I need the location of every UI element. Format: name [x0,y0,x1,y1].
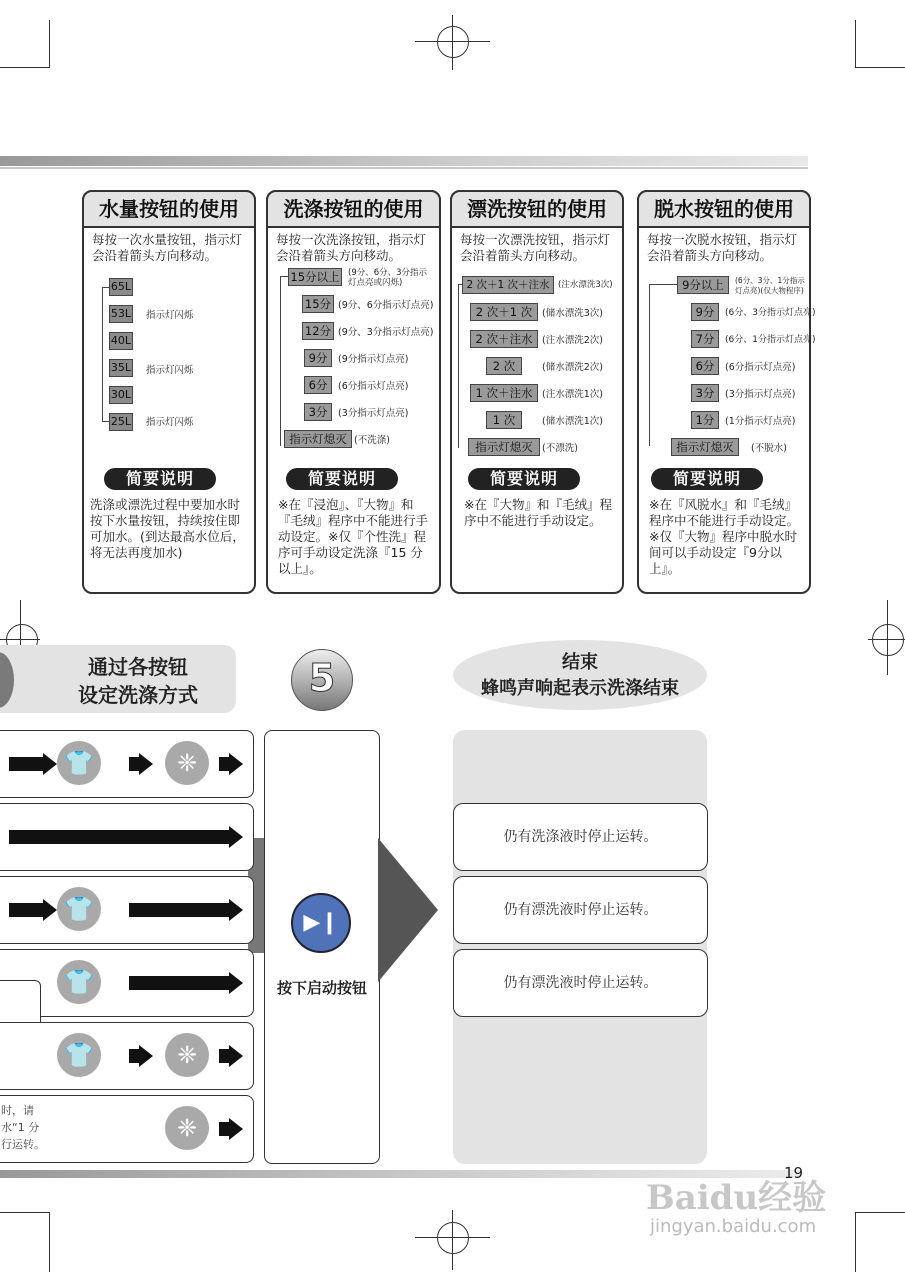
registration-line [452,1210,453,1270]
card-water-level [82,190,256,594]
crop-mark [49,1212,50,1272]
summary-pill: 简要说明 [104,468,216,490]
card-title: 漂洗按钮的使用 [450,190,624,228]
crop-mark [49,20,50,68]
watermark-logo: Baidu经验 [646,1178,827,1218]
card-intro: 每按一次漂洗按钮，指示灯会沿着箭头方向移动。 [460,232,611,263]
watermark-url: jingyan.baidu.com [650,1216,817,1237]
result-box: 仍有漂洗液时停止运转。 [453,876,708,944]
registration-mark [437,1222,469,1254]
start-panel [264,730,380,1164]
card-spin: 脱水按钮的使用 每按一次脱水按钮，指示灯会沿着箭头方向移动。 9分以上 9分 7分 6分 3分 1分 指示灯熄灭 (6分、3分、1分指示灯点亮)(仅大物程序) (6分、3分指示灯点亮) (6分、1分指示灯点亮) (6分指示灯点亮) (3分指示灯点亮) (1分指示灯点亮) (不脱水) 简要说明 ※在『风脱水』和『毛绒』程序中不能进行手动设定。※仅『大物』程序中脱水时间可以手动设定『9分以上』。 [637,190,811,594]
registration-mark [872,624,904,656]
crop-mark [0,1212,50,1213]
header-bar-line [0,167,808,169]
card-note: ※在『浸泡』、『大物』和『毛绒』程序中不能进行手动设定。※仅『个性洗』程序可手动设定洗涤『15 分以上』。 [278,497,429,576]
shirt-icon: 👕 [57,741,101,785]
crop-mark [855,20,856,68]
wash-level-off: 指示灯熄灭 [284,430,352,448]
card-title: 水量按钮的使用 [82,190,256,228]
side-note: 指示灯闪烁 [146,310,194,321]
card-wash: 洗涤按钮的使用 每按一次洗涤按钮，指示灯会沿着箭头方向移动。 15分以上 15分 12分 9分 6分 3分 指示灯熄灭 (9分、6分、3分指示灯点亮或闪烁) (9分、6分指示灯点亮) (9分、3分指示灯点亮) (9分指示灯点亮) (6分指示灯点亮) (3分指示灯点亮) (不洗涤) 简要说明 ※在『浸泡』、『大物』和『毛绒』程序中不能进行手动设定。※仅『个性洗』程序可手动设定洗涤『15 分以上』。 [266,190,441,594]
step4-header: 通过各按钮 设定洗涤方式 [0,645,236,713]
side-note: 指示灯闪烁 [146,417,194,428]
card-note: 洗涤或漂洗过程中要加水时按下水量按钮，持续按住即可加水。(到达最高水位后，将无法再度加水) [90,497,245,560]
summary-pill: 简要说明 [468,468,580,490]
side-note: 指示灯闪烁 [146,365,194,376]
header-bar [0,156,808,166]
level-30l: 30L [109,386,133,404]
flow-row [0,730,254,798]
crop-mark [0,67,50,68]
crop-mark [855,67,905,68]
summary-pill: 简要说明 [286,468,398,490]
wash-level: 15分以上 [288,268,342,286]
result-box: 仍有漂洗液时停止运转。 [453,949,708,1017]
end-panel [453,730,707,1164]
wash-level: 12分 [302,322,334,340]
level-65l: 65L [109,278,133,296]
registration-mark [437,26,469,58]
rinse-icon: ❈ [165,1033,209,1077]
play-pause-icon[interactable]: ▶❙ [291,893,351,953]
summary-pill: 简要说明 [651,468,763,490]
wash-level: 9分 [304,349,332,367]
wash-level: 3分 [304,403,332,421]
card-title: 脱水按钮的使用 [637,190,811,228]
flow-row [0,1095,254,1163]
crop-mark [855,1212,905,1213]
level-40l: 40L [109,332,133,350]
flow-row [0,949,254,1017]
card-note: ※在『风脱水』和『毛绒』程序中不能进行手动设定。※仅『大物』程序中脱水时间可以手动设定『9分以上』。 [649,497,800,576]
registration-line [887,600,888,675]
rinse-icon: ❈ [165,741,209,785]
level-25l: 25L [109,413,133,431]
card-note: ※在『大物』和『毛绒』程序中不能进行手动设定。 [464,497,612,528]
wash-level: 15分 [302,295,334,313]
partial-note: 时，请 水“1 分 行运转。 [1,1104,45,1151]
card-title: 洗涤按钮的使用 [266,190,441,228]
card-rinse: 漂洗按钮的使用 每按一次漂洗按钮，指示灯会沿着箭头方向移动。 2 次＋1 次＋注水 2 次＋1 次 2 次＋注水 2 次 1 次＋注水 1 次 指示灯熄灭 (注水漂洗3次) (储水漂洗3次) (注水漂洗2次) (储水漂洗2次) (注水漂洗1次) (储水漂洗1次) (不漂洗) 简要说明 ※在『大物』和『毛绒』程序中不能进行手动设定。 [450,190,624,594]
flow-row [0,803,254,871]
flow-row [0,876,254,944]
step5-circle: 5 [291,649,353,711]
shirt-icon: 👕 [57,887,101,931]
rinse-icon: ❈ [165,1106,209,1150]
shirt-icon: 👕 [57,1033,101,1077]
level-53l: 53L [109,305,133,323]
registration-line [452,15,453,70]
flow-row [0,1022,254,1090]
start-label: 按下启动按钮 [276,979,367,997]
page-number: 19 [784,1164,804,1182]
crop-mark [855,1212,856,1272]
card-intro: 每按一次脱水按钮，指示灯会沿着箭头方向移动。 [647,232,798,263]
level-35l: 35L [109,359,133,377]
wash-level: 6分 [304,376,332,394]
card-intro: 每按一次洗涤按钮，指示灯会沿着箭头方向移动。 [276,232,427,263]
card-intro: 每按一次水量按钮，指示灯会沿着箭头方向移动。 [92,232,243,263]
flow-arrow [378,838,438,982]
result-box: 仍有洗涤液时停止运转。 [453,803,708,871]
end-header: 结束 蜂鸣声响起表示洗涤结束 [453,640,707,710]
shirt-icon: 👕 [57,960,101,1004]
